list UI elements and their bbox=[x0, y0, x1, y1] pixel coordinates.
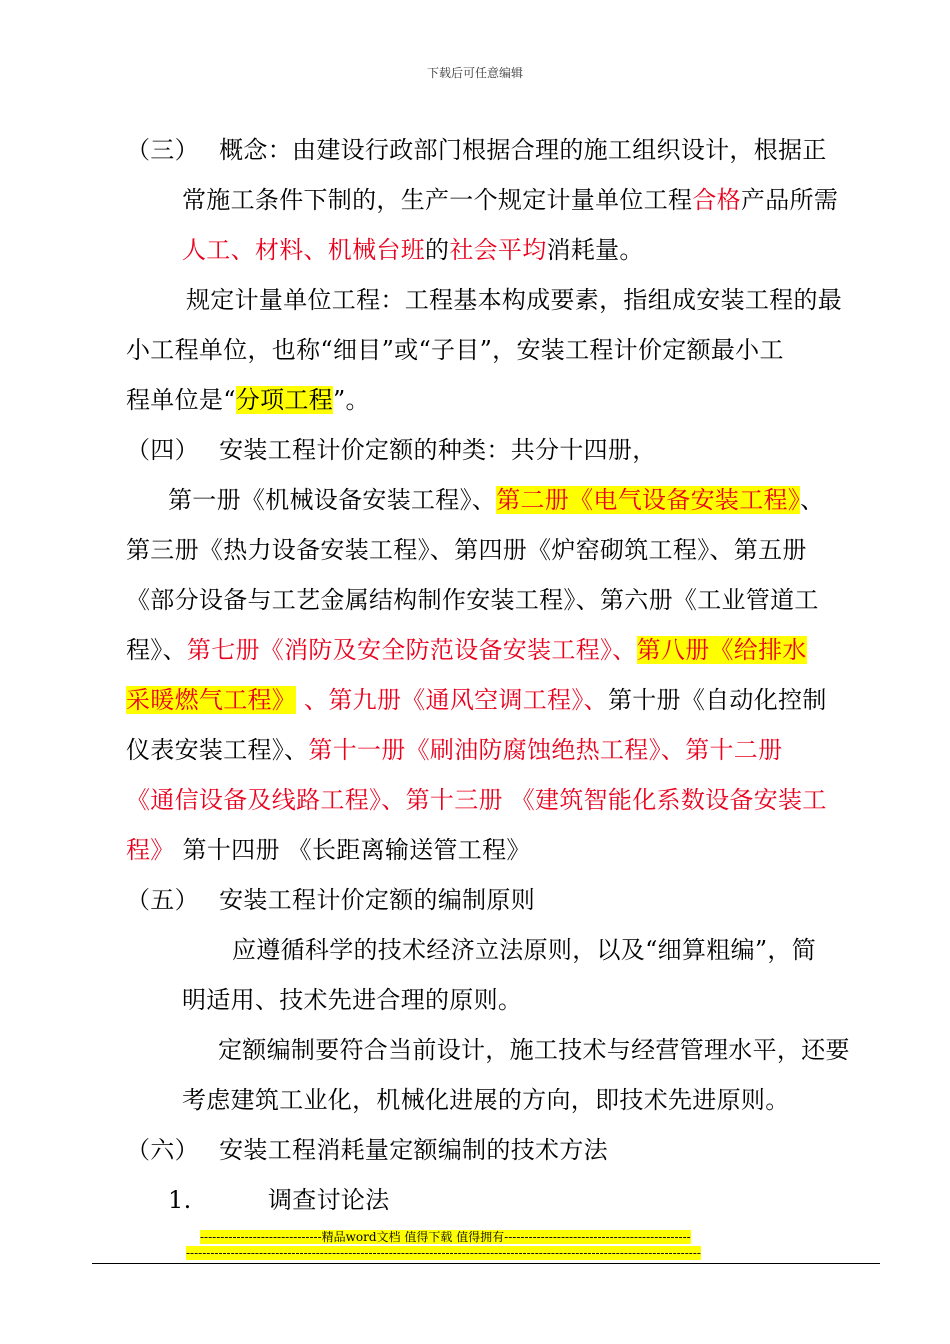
text-line bbox=[126, 734, 782, 766]
text-run: 产品所需 bbox=[740, 186, 839, 214]
text-line bbox=[126, 784, 827, 816]
footer-banner-line2: ------------------------------------------------------------------------------------------------------------------------------- bbox=[186, 1246, 701, 1260]
text-line bbox=[182, 984, 522, 1016]
text-run: 第十一册《刷油防腐蚀绝热工程》、第十二册 bbox=[308, 736, 783, 764]
text-line bbox=[126, 634, 807, 666]
text-run: 第一册《机械设备安装工程》、 bbox=[168, 486, 497, 514]
text-run: 程》、 bbox=[126, 636, 187, 664]
page-header: 下载后可任意编辑 bbox=[426, 66, 523, 80]
text-run: （三） 概念：由建设行政部门根据合理的施工组织设计，根据正 bbox=[126, 136, 827, 164]
text-run: （五） 安装工程计价定额的编制原则 bbox=[126, 886, 536, 914]
text-line bbox=[126, 1134, 608, 1166]
text-run: 程》 bbox=[126, 836, 175, 864]
text-line bbox=[126, 334, 784, 366]
text-run: ”。 bbox=[332, 386, 370, 414]
text-line bbox=[126, 384, 370, 416]
text-line bbox=[182, 184, 838, 216]
text-run: 小工程单位，也称“细目”或“子目”，安装工程计价定额最小工 bbox=[126, 336, 784, 364]
text-line bbox=[218, 1034, 850, 1066]
text-line bbox=[168, 1184, 390, 1216]
footer-rule bbox=[92, 1263, 880, 1264]
text-run: 第十四册 《长距离输送管工程》 bbox=[174, 836, 531, 864]
text-run: 程单位是“ bbox=[126, 386, 236, 414]
text-run: 社会平均 bbox=[449, 236, 547, 264]
text-run: 第八册《给排水 bbox=[636, 636, 807, 664]
text-run: 规定计量单位工程：工程基本构成要素，指组成安装工程的最 bbox=[186, 286, 843, 314]
text-run: 调查讨论法 bbox=[268, 1186, 390, 1214]
text-line bbox=[126, 134, 827, 166]
text-run: 合格 bbox=[692, 186, 741, 214]
text-line bbox=[232, 934, 816, 966]
text-run: 定额编制要符合当前设计，施工技术与经营管理水平，还要 bbox=[218, 1036, 850, 1064]
text-run: 第二册《电气设备安装工程》 bbox=[496, 486, 801, 514]
text-line bbox=[186, 284, 842, 316]
text-run: 的 bbox=[425, 236, 450, 264]
text-run: 人工、材料、机械台班 bbox=[182, 236, 425, 264]
text-line bbox=[126, 534, 807, 566]
text-run: 第三册《热力设备安装工程》、第四册《炉窑砌筑工程》、第五册 bbox=[126, 536, 807, 564]
text-run: 常施工条件下制的，生产一个规定计量单位工程 bbox=[182, 186, 693, 214]
text-run: 应遵循科学的技术经济立法原则，以及“细算粗编”，简 bbox=[232, 936, 817, 964]
text-line bbox=[126, 584, 819, 616]
text-run: 消耗量。 bbox=[546, 236, 644, 264]
text-run: （四） 安装工程计价定额的种类：共分十四册， bbox=[126, 436, 657, 464]
text-line bbox=[168, 484, 824, 516]
footer-banner-line1: ------------------------------精品word文档 值得下载 值得拥有---------------------------------------------- bbox=[200, 1230, 691, 1244]
text-line bbox=[126, 834, 531, 866]
text-run: 分项工程 bbox=[235, 386, 333, 414]
text-line bbox=[126, 684, 827, 716]
text-run: 、第九册《通风空调工程》、 bbox=[296, 686, 608, 714]
text-run: 、 bbox=[800, 486, 825, 514]
text-line bbox=[182, 234, 644, 266]
text-line bbox=[126, 434, 657, 466]
text-line bbox=[126, 884, 535, 916]
text-run: 第十册《自动化控制 bbox=[607, 686, 827, 714]
text-run: 考虑建筑工业化，机械化进展的方向，即技术先进原则。 bbox=[182, 1086, 790, 1114]
text-run: 明适用、技术先进合理的原则。 bbox=[182, 986, 523, 1014]
text-line bbox=[182, 1084, 790, 1116]
text-run: 采暖燃气工程》 bbox=[126, 686, 297, 714]
text-run: 第七册《消防及安全防范设备安装工程》、 bbox=[186, 636, 637, 664]
text-run: 《通信设备及线路工程》、第十三册 《建筑智能化系数设备安装工 bbox=[126, 786, 827, 814]
text-run: 仪表安装工程》、 bbox=[126, 736, 309, 764]
text-run: 《部分设备与工艺金属结构制作安装工程》、第六册《工业管道工 bbox=[126, 586, 819, 614]
text-run: 1. bbox=[168, 1186, 192, 1214]
text-run: （六） 安装工程消耗量定额编制的技术方法 bbox=[126, 1136, 608, 1164]
